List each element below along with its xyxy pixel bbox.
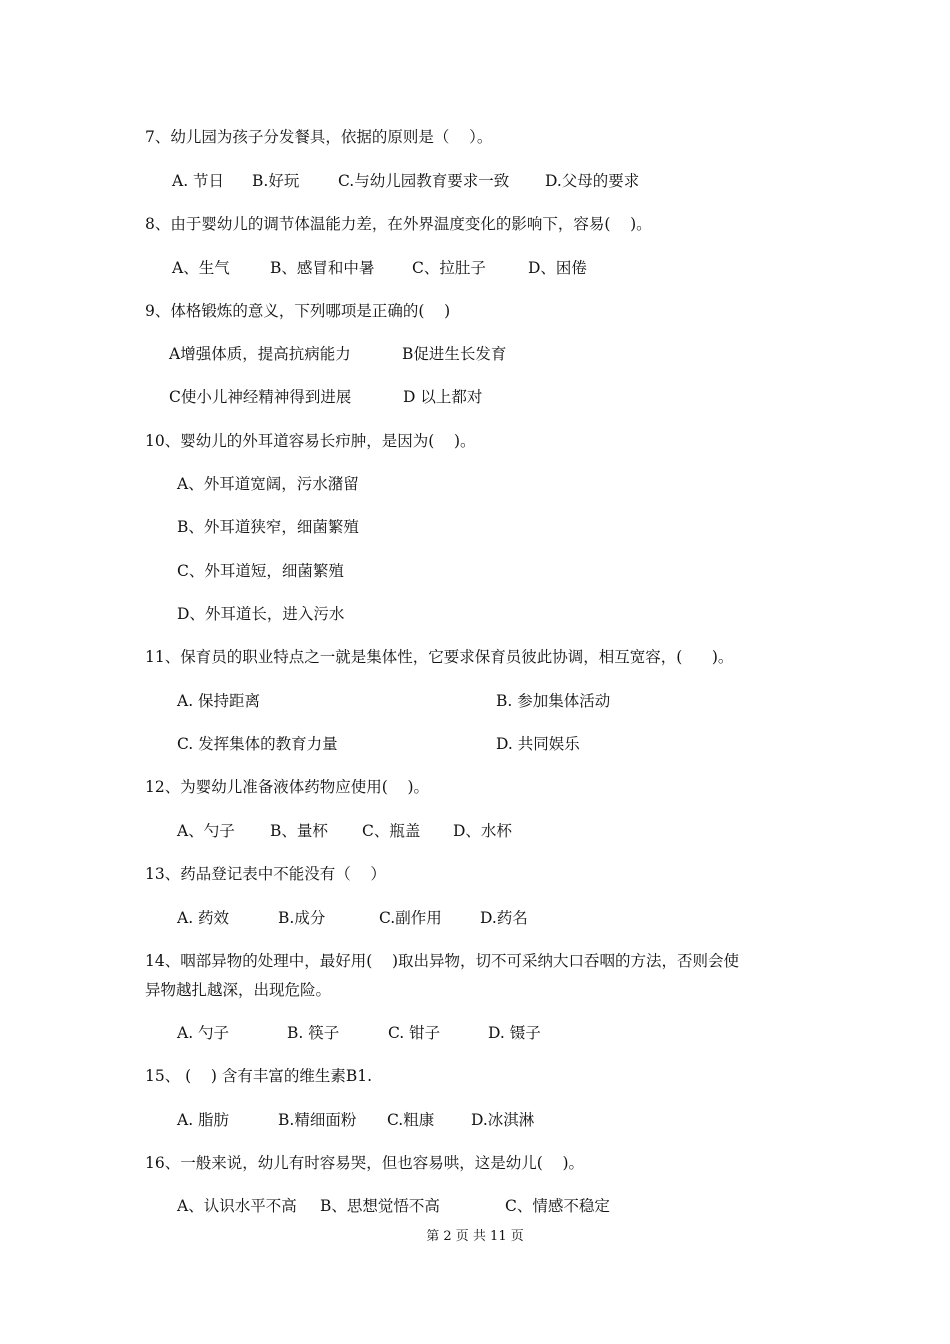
question-15-stem: 15、 ( ) 含有丰富的维生素B1. <box>145 1067 373 1085</box>
page-footer: 第 2 页 共 11 页 <box>426 1229 524 1244</box>
question-9-stem: 9、体格锻炼的意义，下列哪项是正确的( ) <box>145 302 451 320</box>
question-12-option-c: C、瓶盖 <box>362 822 421 840</box>
question-13-option-c: C.副作用 <box>379 909 442 927</box>
question-7-stem: 7、幼儿园为孩子分发餐具，依据的原则是（ ）。 <box>145 128 493 146</box>
question-8-option-a: A、生气 <box>172 259 230 277</box>
question-11-option-c: C. 发挥集体的教育力量 <box>177 735 338 753</box>
question-10-option-d: D、外耳道长，进入污水 <box>177 605 345 623</box>
question-11-option-b: B. 参加集体活动 <box>496 692 611 710</box>
question-10-stem: 10、婴幼儿的外耳道容易长疖肿，是因为( )。 <box>145 432 476 450</box>
question-7-option-a: A. 节日 <box>172 172 225 190</box>
question-11-stem: 11、保育员的职业特点之一就是集体性，它要求保育员彼此协调，相互宽容，( )。 <box>145 648 734 666</box>
question-9-option-c: C使小儿神经精神得到进展 <box>169 388 352 406</box>
question-9-option-b: B促进生长发育 <box>402 345 507 363</box>
question-12-stem: 12、为婴幼儿准备液体药物应使用( )。 <box>145 778 430 796</box>
question-8-option-c: C、拉肚子 <box>412 259 486 277</box>
question-8-option-b: B、感冒和中暑 <box>270 259 375 277</box>
question-11-option-d: D. 共同娱乐 <box>496 735 580 753</box>
question-13-stem: 13、药品登记表中不能没有（ ） <box>145 865 386 883</box>
question-15-option-b: B.精细面粉 <box>278 1111 357 1129</box>
question-14-option-b: B. 筷子 <box>287 1024 340 1042</box>
question-14-stem-line-1: 14、咽部异物的处理中，最好用( )取出异物，切不可采纳大口吞咽的方法，否则会使 <box>145 952 740 970</box>
question-7-option-d: D.父母的要求 <box>545 172 640 190</box>
question-8-option-d: D、困倦 <box>528 259 587 277</box>
question-10-option-c: C、外耳道短，细菌繁殖 <box>177 562 344 580</box>
question-16-option-c: C、情感不稳定 <box>505 1197 610 1215</box>
question-8-stem: 8、由于婴幼儿的调节体温能力差，在外界温度变化的影响下，容易( )。 <box>145 215 652 233</box>
question-12-option-a: A、勺子 <box>177 822 235 840</box>
question-16-option-a: A、认识水平不高 <box>177 1197 297 1215</box>
question-16-option-b: B、思想觉悟不高 <box>320 1197 440 1215</box>
question-7-option-c: C.与幼儿园教育要求一致 <box>338 172 510 190</box>
question-14-option-a: A. 勺子 <box>177 1024 230 1042</box>
question-10-option-b: B、外耳道狭窄，细菌繁殖 <box>177 518 359 536</box>
question-11-option-a: A. 保持距离 <box>177 692 261 710</box>
question-13-option-b: B.成分 <box>278 909 326 927</box>
question-14-option-d: D. 镊子 <box>488 1024 541 1042</box>
question-15-option-d: D.冰淇淋 <box>471 1111 535 1129</box>
question-9-option-d: D 以上都对 <box>403 388 483 406</box>
question-16-stem: 16、一般来说，幼儿有时容易哭，但也容易哄，这是幼儿( )。 <box>145 1154 585 1172</box>
question-15-option-a: A. 脂肪 <box>177 1111 230 1129</box>
question-12-option-d: D、水杯 <box>453 822 512 840</box>
question-9-option-a: A增强体质，提高抗病能力 <box>169 345 351 363</box>
question-7-option-b: B.好玩 <box>252 172 300 190</box>
question-13-option-a: A. 药效 <box>177 909 230 927</box>
question-15-option-c: C.粗康 <box>387 1111 435 1129</box>
question-13-option-d: D.药名 <box>480 909 528 927</box>
question-12-option-b: B、量杯 <box>270 822 328 840</box>
question-14-stem-line-2: 异物越扎越深，出现危险。 <box>145 981 332 999</box>
question-10-option-a: A、外耳道宽阔，污水潴留 <box>177 475 359 493</box>
question-14-option-c: C. 钳子 <box>388 1024 441 1042</box>
